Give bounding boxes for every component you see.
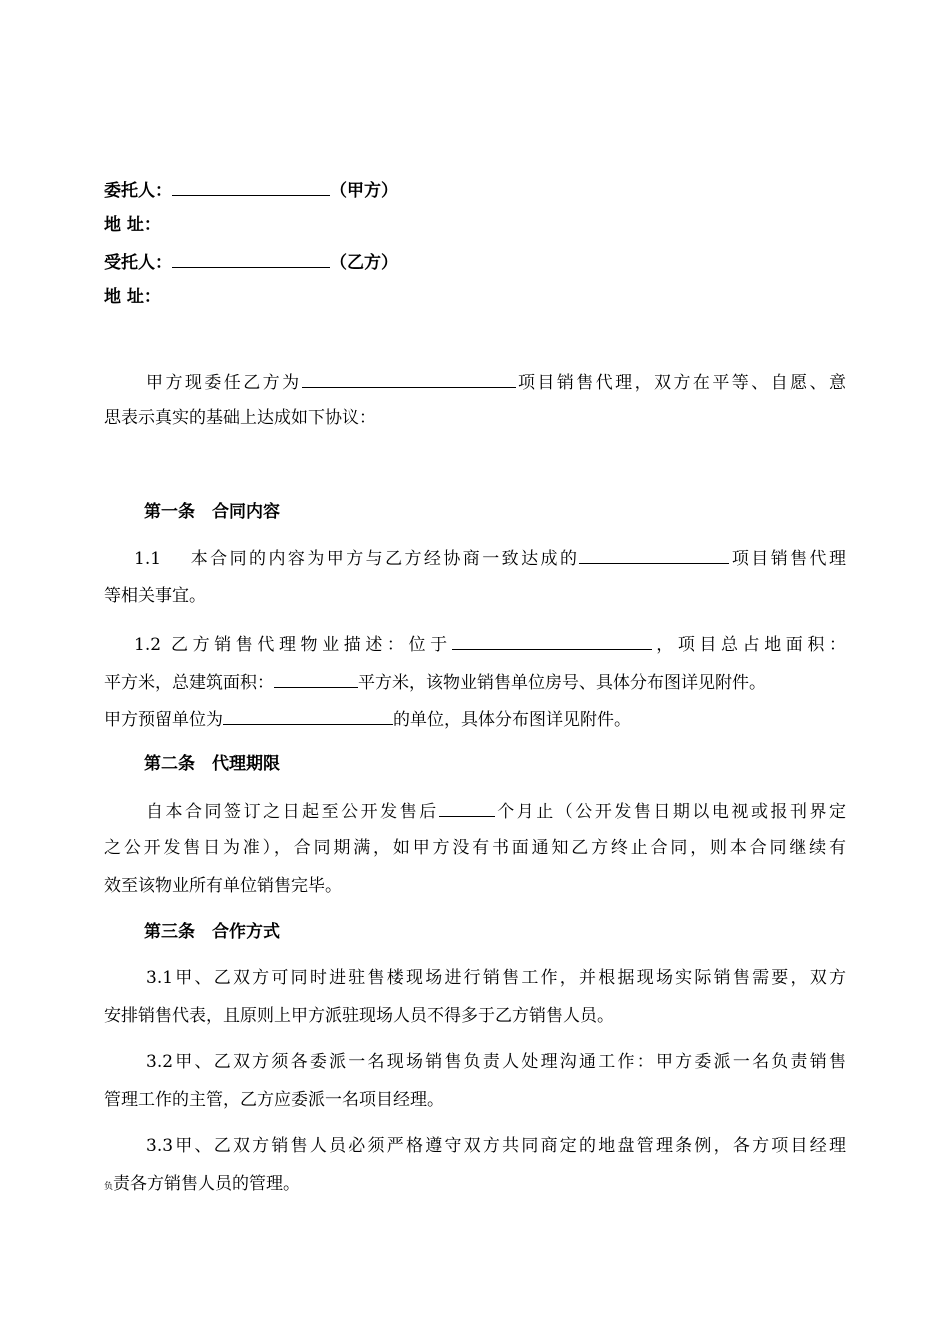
agent-blank (172, 250, 330, 268)
clause-1-2-line-1 (134, 632, 846, 656)
article-2-line-3: 效至该物业所有单位销售完毕。 (104, 876, 342, 896)
small-char: 负 (104, 1182, 114, 1192)
article-2-line-1 (146, 799, 846, 823)
agent-line (104, 250, 846, 274)
article-2-text-a: 自本合同签订之日起至公开发售后 (146, 802, 439, 822)
article-2-title: 第二条 代理期限 (144, 754, 280, 774)
client-address-line (104, 214, 846, 236)
clause-1-2-text-b: ，项目总占地面积： (651, 635, 846, 655)
clause-3-1-line-1: 3.1甲、乙双方可同时进驻售楼现场进行销售工作，并根据现场实际销售需要，双方 (146, 968, 846, 988)
client-line (104, 178, 846, 202)
article-1-title: 第一条 合同内容 (144, 502, 280, 522)
client-label: 委托人： (104, 181, 172, 201)
clause-3-3-line-1: 3.3甲、乙双方销售人员必须严格遵守双方共同商定的地盘管理条例，各方项目经理 (146, 1136, 846, 1156)
client-suffix: （甲方） (330, 181, 398, 201)
client-blank (172, 178, 330, 196)
agent-label: 受托人： (104, 253, 172, 273)
clause-1-2-text-f: 的单位，具体分布图详见附件。 (393, 710, 631, 730)
clause-1-2-text-e: 甲方预留单位为 (104, 710, 223, 730)
clause-1-2-line-2 (104, 670, 846, 694)
clause-1-2-text-c: 平方米，总建筑面积： (104, 673, 274, 693)
clause-1-2-text-d: 平方米，该物业销售单位房号、具体分布图详见附件。 (358, 673, 766, 693)
clause-1-2-line-3 (104, 707, 846, 731)
intro-text-b: 项目销售代理，双方在平等、自愿、意 (515, 373, 847, 393)
intro-text-a: 甲方现委任乙方为 (146, 373, 302, 393)
reserved-units-blank (223, 707, 393, 725)
clause-1-1-text-a: 1.1 本合同的内容为甲方与乙方经协商一致达成的 (134, 549, 580, 569)
article-2-text-b: 个月止（公开发售日期以电视或报刊界定 (494, 802, 847, 822)
clause-1-1-blank (579, 546, 729, 564)
clause-1-2-text-a: 1.2 乙方销售代理物业描述：位于 (134, 635, 452, 655)
client-address-label: 地 址： (104, 215, 161, 235)
clause-3-3-line-2 (104, 1173, 846, 1198)
article-3-title: 第三条 合作方式 (144, 922, 280, 942)
agent-suffix: （乙方） (330, 253, 398, 273)
clause-1-1-text-b: 项目销售代理 (729, 549, 846, 569)
clause-3-1-line-2: 安排销售代表，且原则上甲方派驻现场人员不得多于乙方销售人员。 (104, 1006, 614, 1026)
article-2-line-2: 之公开发售日为准），合同期满，如甲方没有书面通知乙方终止合同，则本合同继续有 (104, 838, 846, 858)
agent-address-line (104, 286, 846, 308)
clause-1-1-line-1 (134, 546, 846, 570)
clause-3-3-text-b: 责各方销售人员的管理。 (113, 1174, 301, 1194)
intro-line-2: 思表示真实的基础上达成如下协议： (104, 408, 376, 428)
intro-line-1 (146, 370, 846, 394)
location-blank (452, 632, 652, 650)
clause-1-1-line-2: 等相关事宜。 (104, 586, 206, 606)
floor-area-blank (274, 670, 358, 688)
project-name-blank (302, 370, 516, 388)
clause-3-2-line-1: 3.2甲、乙双方须各委派一名现场销售负责人处理沟通工作：甲方委派一名负责销售 (146, 1052, 846, 1072)
agent-address-label: 地 址： (104, 287, 161, 307)
clause-3-2-line-2: 管理工作的主管，乙方应委派一名项目经理。 (104, 1090, 444, 1110)
months-blank (439, 799, 495, 817)
